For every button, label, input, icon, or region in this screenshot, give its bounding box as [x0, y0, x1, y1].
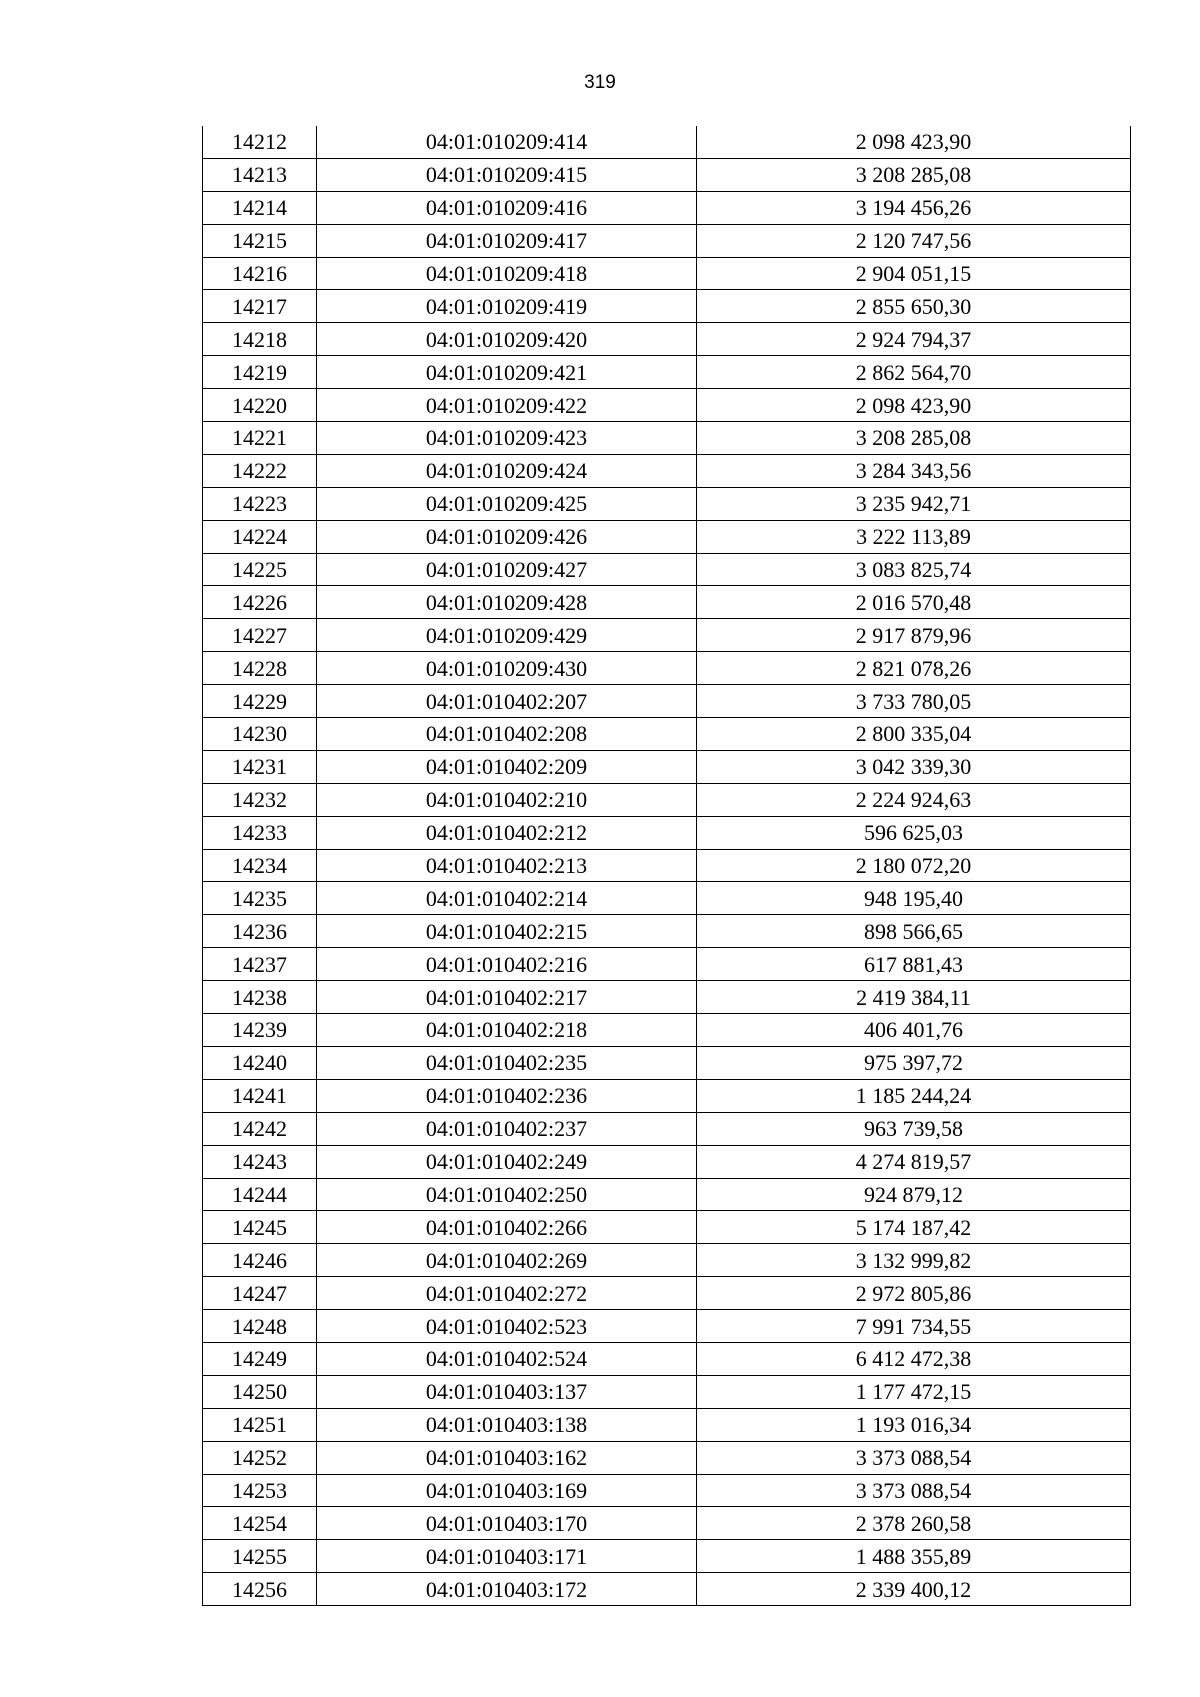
value-cell: 2 419 384,11: [697, 981, 1131, 1014]
row-number-cell: 14239: [203, 1014, 317, 1047]
table-row: [203, 487, 1131, 520]
value-cell: 3 083 825,74: [697, 553, 1131, 586]
value-cell: 3 194 456,26: [697, 191, 1131, 224]
table-row: [203, 1441, 1131, 1474]
table-row: [203, 849, 1131, 882]
value-cell: 596 625,03: [697, 816, 1131, 849]
table-row: [203, 158, 1131, 191]
row-number-cell: 14220: [203, 389, 317, 422]
cadastral-number-cell: 04:01:010209:421: [317, 356, 697, 389]
value-cell: 2 972 805,86: [697, 1277, 1131, 1310]
cadastral-number-cell: 04:01:010402:249: [317, 1145, 697, 1178]
table-row: [203, 224, 1131, 257]
cadastral-number-cell: 04:01:010209:420: [317, 323, 697, 356]
cadastral-number-cell: 04:01:010402:207: [317, 685, 697, 718]
cadastral-number-cell: 04:01:010402:237: [317, 1112, 697, 1145]
table-row: [203, 1507, 1131, 1540]
table-row: [203, 586, 1131, 619]
cadastral-number-cell: 04:01:010402:524: [317, 1342, 697, 1375]
value-cell: 2 098 423,90: [697, 389, 1131, 422]
value-cell: 3 284 343,56: [697, 454, 1131, 487]
value-cell: 3 373 088,54: [697, 1474, 1131, 1507]
table-row: [203, 1342, 1131, 1375]
cadastral-number-cell: 04:01:010209:423: [317, 422, 697, 455]
cadastral-number-cell: 04:01:010402:217: [317, 981, 697, 1014]
row-number-cell: 14221: [203, 422, 317, 455]
value-cell: 2 339 400,12: [697, 1573, 1131, 1606]
row-number-cell: 14237: [203, 948, 317, 981]
cadastral-number-cell: 04:01:010209:424: [317, 454, 697, 487]
row-number-cell: 14218: [203, 323, 317, 356]
row-number-cell: 14227: [203, 619, 317, 652]
row-number-cell: 14213: [203, 158, 317, 191]
value-cell: 4 274 819,57: [697, 1145, 1131, 1178]
cadastral-number-cell: 04:01:010209:429: [317, 619, 697, 652]
value-cell: 2 821 078,26: [697, 652, 1131, 685]
row-number-cell: 14217: [203, 290, 317, 323]
cadastral-number-cell: 04:01:010209:418: [317, 257, 697, 290]
cadastral-number-cell: 04:01:010209:416: [317, 191, 697, 224]
table-row: [203, 1540, 1131, 1573]
value-cell: 898 566,65: [697, 915, 1131, 948]
row-number-cell: 14215: [203, 224, 317, 257]
row-number-cell: 14231: [203, 750, 317, 783]
cadastral-number-cell: 04:01:010403:138: [317, 1408, 697, 1441]
row-number-cell: 14228: [203, 652, 317, 685]
row-number-cell: 14242: [203, 1112, 317, 1145]
value-cell: 617 881,43: [697, 948, 1131, 981]
table-row: [203, 685, 1131, 718]
value-cell: 2 862 564,70: [697, 356, 1131, 389]
row-number-cell: 14248: [203, 1310, 317, 1343]
cadastral-number-cell: 04:01:010403:172: [317, 1573, 697, 1606]
cadastral-number-cell: 04:01:010209:415: [317, 158, 697, 191]
value-cell: 1 177 472,15: [697, 1375, 1131, 1408]
table-row: [203, 1014, 1131, 1047]
row-number-cell: 14256: [203, 1573, 317, 1606]
row-number-cell: 14244: [203, 1178, 317, 1211]
cadastral-number-cell: 04:01:010402:216: [317, 948, 697, 981]
table-row: [203, 1112, 1131, 1145]
row-number-cell: 14226: [203, 586, 317, 619]
cadastral-number-cell: 04:01:010402:266: [317, 1211, 697, 1244]
row-number-cell: 14223: [203, 487, 317, 520]
cadastral-number-cell: 04:01:010209:422: [317, 389, 697, 422]
table-body: [203, 126, 1131, 1606]
row-number-cell: 14241: [203, 1079, 317, 1112]
cadastral-number-cell: 04:01:010402:208: [317, 718, 697, 751]
value-cell: 3 373 088,54: [697, 1441, 1131, 1474]
cadastral-number-cell: 04:01:010209:417: [317, 224, 697, 257]
value-cell: 2 224 924,63: [697, 783, 1131, 816]
value-cell: 2 855 650,30: [697, 290, 1131, 323]
table-row: [203, 323, 1131, 356]
row-number-cell: 14224: [203, 520, 317, 553]
cadastral-number-cell: 04:01:010209:430: [317, 652, 697, 685]
table-row: [203, 422, 1131, 455]
value-cell: 3 733 780,05: [697, 685, 1131, 718]
table-row: [203, 750, 1131, 783]
cadastral-number-cell: 04:01:010209:427: [317, 553, 697, 586]
value-cell: 2 120 747,56: [697, 224, 1131, 257]
cadastral-number-cell: 04:01:010209:419: [317, 290, 697, 323]
table-row: [203, 1573, 1131, 1606]
cadastral-number-cell: 04:01:010403:169: [317, 1474, 697, 1507]
cadastral-number-cell: 04:01:010402:215: [317, 915, 697, 948]
value-cell: 7 991 734,55: [697, 1310, 1131, 1343]
table-row: [203, 1310, 1131, 1343]
cadastral-number-cell: 04:01:010209:426: [317, 520, 697, 553]
value-cell: 3 208 285,08: [697, 422, 1131, 455]
table-row: [203, 948, 1131, 981]
cadastral-number-cell: 04:01:010402:250: [317, 1178, 697, 1211]
table-row: [203, 1474, 1131, 1507]
table-row: [203, 553, 1131, 586]
row-number-cell: 14229: [203, 685, 317, 718]
row-number-cell: 14212: [203, 126, 317, 158]
table-row: [203, 1244, 1131, 1277]
value-cell: 2 016 570,48: [697, 586, 1131, 619]
table-row: [203, 389, 1131, 422]
row-number-cell: 14216: [203, 257, 317, 290]
value-cell: 3 222 113,89: [697, 520, 1131, 553]
value-cell: 3 208 285,08: [697, 158, 1131, 191]
value-cell: 5 174 187,42: [697, 1211, 1131, 1244]
table-row: [203, 1375, 1131, 1408]
cadastral-number-cell: 04:01:010403:170: [317, 1507, 697, 1540]
table-row: [203, 816, 1131, 849]
table-row: [203, 454, 1131, 487]
row-number-cell: 14249: [203, 1342, 317, 1375]
table-row: [203, 290, 1131, 323]
value-cell: 1 488 355,89: [697, 1540, 1131, 1573]
value-cell: 1 185 244,24: [697, 1079, 1131, 1112]
page-number: 319: [584, 72, 616, 93]
cadastral-value-table: [202, 126, 1130, 1606]
cadastral-number-cell: 04:01:010402:236: [317, 1079, 697, 1112]
value-cell: 975 397,72: [697, 1046, 1131, 1079]
cadastral-number-cell: 04:01:010402:218: [317, 1014, 697, 1047]
value-cell: 3 132 999,82: [697, 1244, 1131, 1277]
row-number-cell: 14253: [203, 1474, 317, 1507]
value-cell: 2 800 335,04: [697, 718, 1131, 751]
value-cell: 963 739,58: [697, 1112, 1131, 1145]
row-number-cell: 14252: [203, 1441, 317, 1474]
table-row: [203, 718, 1131, 751]
row-number-cell: 14214: [203, 191, 317, 224]
row-number-cell: 14236: [203, 915, 317, 948]
cadastral-number-cell: 04:01:010402:523: [317, 1310, 697, 1343]
table-row: [203, 1145, 1131, 1178]
row-number-cell: 14245: [203, 1211, 317, 1244]
row-number-cell: 14219: [203, 356, 317, 389]
table-row: [203, 1046, 1131, 1079]
value-cell: 2 378 260,58: [697, 1507, 1131, 1540]
row-number-cell: 14235: [203, 882, 317, 915]
value-cell: 3 235 942,71: [697, 487, 1131, 520]
row-number-cell: 14250: [203, 1375, 317, 1408]
cadastral-number-cell: 04:01:010402:214: [317, 882, 697, 915]
cadastral-number-cell: 04:01:010403:137: [317, 1375, 697, 1408]
value-cell: 2 098 423,90: [697, 126, 1131, 158]
table-row: [203, 520, 1131, 553]
table-row: [203, 257, 1131, 290]
table-row: [203, 1079, 1131, 1112]
table-row: [203, 1178, 1131, 1211]
cadastral-number-cell: 04:01:010402:269: [317, 1244, 697, 1277]
cadastral-number-cell: 04:01:010402:272: [317, 1277, 697, 1310]
row-number-cell: 14230: [203, 718, 317, 751]
cadastral-number-cell: 04:01:010402:235: [317, 1046, 697, 1079]
table-row: [203, 356, 1131, 389]
table-row: [203, 783, 1131, 816]
table-row: [203, 981, 1131, 1014]
row-number-cell: 14255: [203, 1540, 317, 1573]
row-number-cell: 14233: [203, 816, 317, 849]
value-cell: 2 924 794,37: [697, 323, 1131, 356]
row-number-cell: 14240: [203, 1046, 317, 1079]
data-table: [202, 126, 1131, 1606]
value-cell: 2 904 051,15: [697, 257, 1131, 290]
cadastral-number-cell: 04:01:010209:414: [317, 126, 697, 158]
row-number-cell: 14247: [203, 1277, 317, 1310]
cadastral-number-cell: 04:01:010402:209: [317, 750, 697, 783]
value-cell: 2 917 879,96: [697, 619, 1131, 652]
row-number-cell: 14238: [203, 981, 317, 1014]
value-cell: 6 412 472,38: [697, 1342, 1131, 1375]
row-number-cell: 14254: [203, 1507, 317, 1540]
row-number-cell: 14234: [203, 849, 317, 882]
value-cell: 406 401,76: [697, 1014, 1131, 1047]
cadastral-number-cell: 04:01:010402:210: [317, 783, 697, 816]
value-cell: 3 042 339,30: [697, 750, 1131, 783]
value-cell: 924 879,12: [697, 1178, 1131, 1211]
row-number-cell: 14251: [203, 1408, 317, 1441]
row-number-cell: 14222: [203, 454, 317, 487]
table-row: [203, 1277, 1131, 1310]
cadastral-number-cell: 04:01:010402:213: [317, 849, 697, 882]
table-row: [203, 882, 1131, 915]
value-cell: 2 180 072,20: [697, 849, 1131, 882]
row-number-cell: 14246: [203, 1244, 317, 1277]
cadastral-number-cell: 04:01:010403:162: [317, 1441, 697, 1474]
table-row: [203, 126, 1131, 158]
row-number-cell: 14232: [203, 783, 317, 816]
row-number-cell: 14225: [203, 553, 317, 586]
table-row: [203, 1408, 1131, 1441]
value-cell: 1 193 016,34: [697, 1408, 1131, 1441]
table-row: [203, 191, 1131, 224]
table-row: [203, 619, 1131, 652]
table-row: [203, 915, 1131, 948]
row-number-cell: 14243: [203, 1145, 317, 1178]
cadastral-number-cell: 04:01:010402:212: [317, 816, 697, 849]
cadastral-number-cell: 04:01:010209:425: [317, 487, 697, 520]
table-row: [203, 1211, 1131, 1244]
cadastral-number-cell: 04:01:010403:171: [317, 1540, 697, 1573]
cadastral-number-cell: 04:01:010209:428: [317, 586, 697, 619]
table-row: [203, 652, 1131, 685]
value-cell: 948 195,40: [697, 882, 1131, 915]
